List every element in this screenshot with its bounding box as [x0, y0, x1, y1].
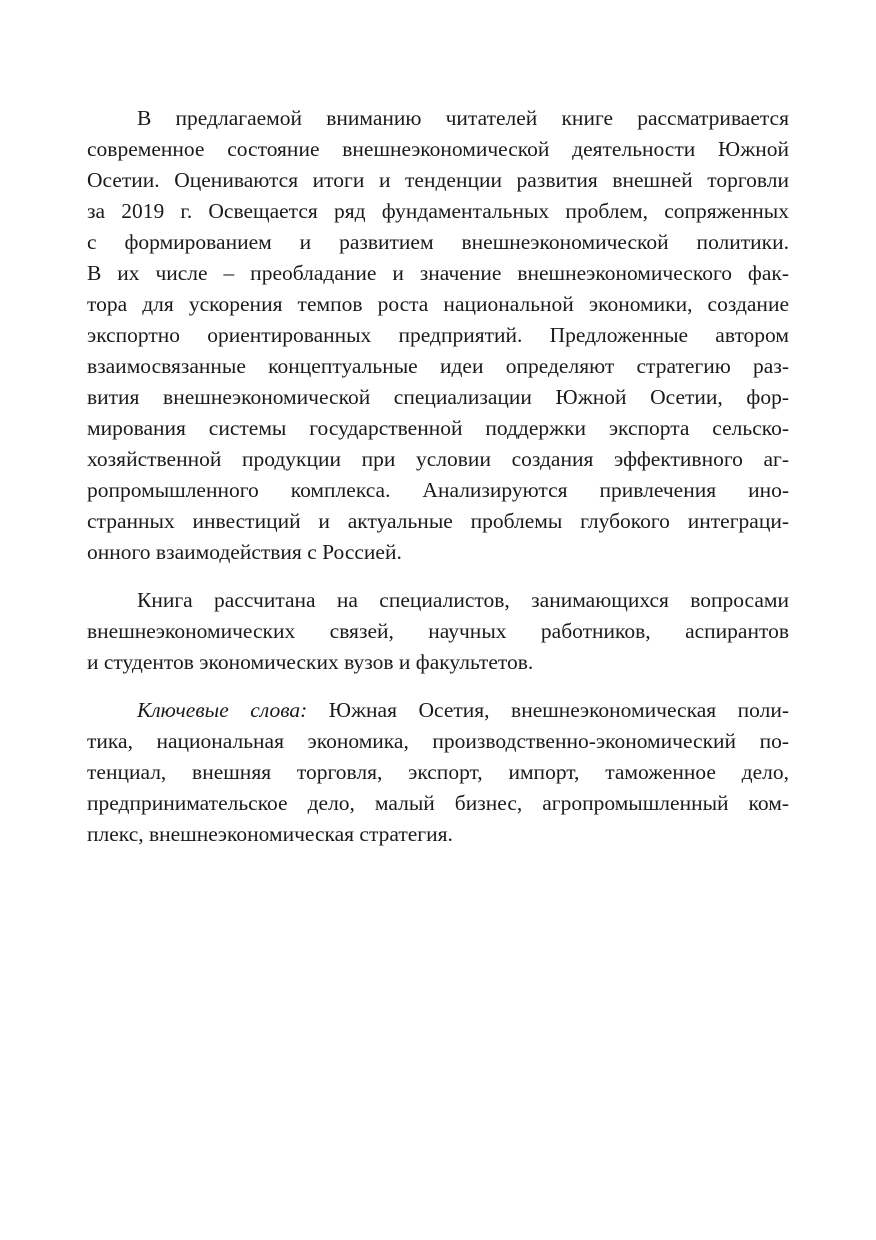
- paragraph-line: с формированием и развитием внешнеэкономической политики.: [87, 230, 789, 254]
- paragraph-line: ропромышленного комплекса. Анализируются привлечения ино-: [87, 478, 789, 502]
- paragraph-line: предпринимательское дело, малый бизнес, агропромышленный ком-: [87, 791, 789, 815]
- audience-paragraph: [87, 585, 789, 678]
- paragraph-line: тика, национальная экономика, производственно-экономический по-: [87, 729, 789, 753]
- paragraph-line: странных инвестиций и актуальные проблемы глубокого интеграци-: [87, 509, 789, 533]
- paragraph-line: В предлагаемой вниманию читателей книге рассматривается: [137, 106, 789, 130]
- paragraph-line: тора для ускорения темпов роста национальной экономики, создание: [87, 292, 789, 316]
- paragraph-line: плекс, внешнеэкономическая стратегия.: [87, 822, 453, 846]
- paragraph-line: Осетии. Оцениваются итоги и тенденции развития внешней торговли: [87, 168, 789, 192]
- paragraph-line: онного взаимодействия с Россией.: [87, 540, 402, 564]
- paragraph-line: тенциал, внешняя торговля, экспорт, импорт, таможенное дело,: [87, 760, 789, 784]
- paragraph-line: вития внешнеэкономической специализации Южной Осетии, фор-: [87, 385, 789, 409]
- paragraph-line: и студентов экономических вузов и факультетов.: [87, 650, 534, 674]
- annotation-text: [87, 103, 789, 850]
- paragraph-line: хозяйственной продукции при условии создания эффективного аг-: [87, 447, 789, 471]
- paragraph-line: Книга рассчитана на специалистов, занимающихся вопросами: [137, 588, 789, 612]
- paragraph-line: В их числе – преобладание и значение внешнеэкономического фак-: [87, 261, 789, 285]
- paragraph-line: мирования системы государственной поддержки экспорта сельско-: [87, 416, 789, 440]
- paragraph-line: [87, 695, 789, 726]
- paragraph-line: взаимосвязанные концептуальные идеи определяют стратегию раз-: [87, 354, 789, 378]
- paragraph-line: экспортно ориентированных предприятий. Предложенные автором: [87, 323, 789, 347]
- keywords-paragraph: [87, 695, 789, 850]
- paragraph-line: за 2019 г. Освещается ряд фундаментальных проблем, сопряженных: [87, 199, 789, 223]
- paragraph-line: внешнеэкономических связей, научных работников, аспирантов: [87, 619, 789, 643]
- annotation-paragraph: [87, 103, 789, 568]
- keywords-text: Южная Осетия, внешнеэкономическая поли-: [307, 698, 790, 722]
- keywords-label: Ключевые слова:: [137, 698, 308, 722]
- paragraph-line: современное состояние внешнеэкономической деятельности Южной: [87, 137, 789, 161]
